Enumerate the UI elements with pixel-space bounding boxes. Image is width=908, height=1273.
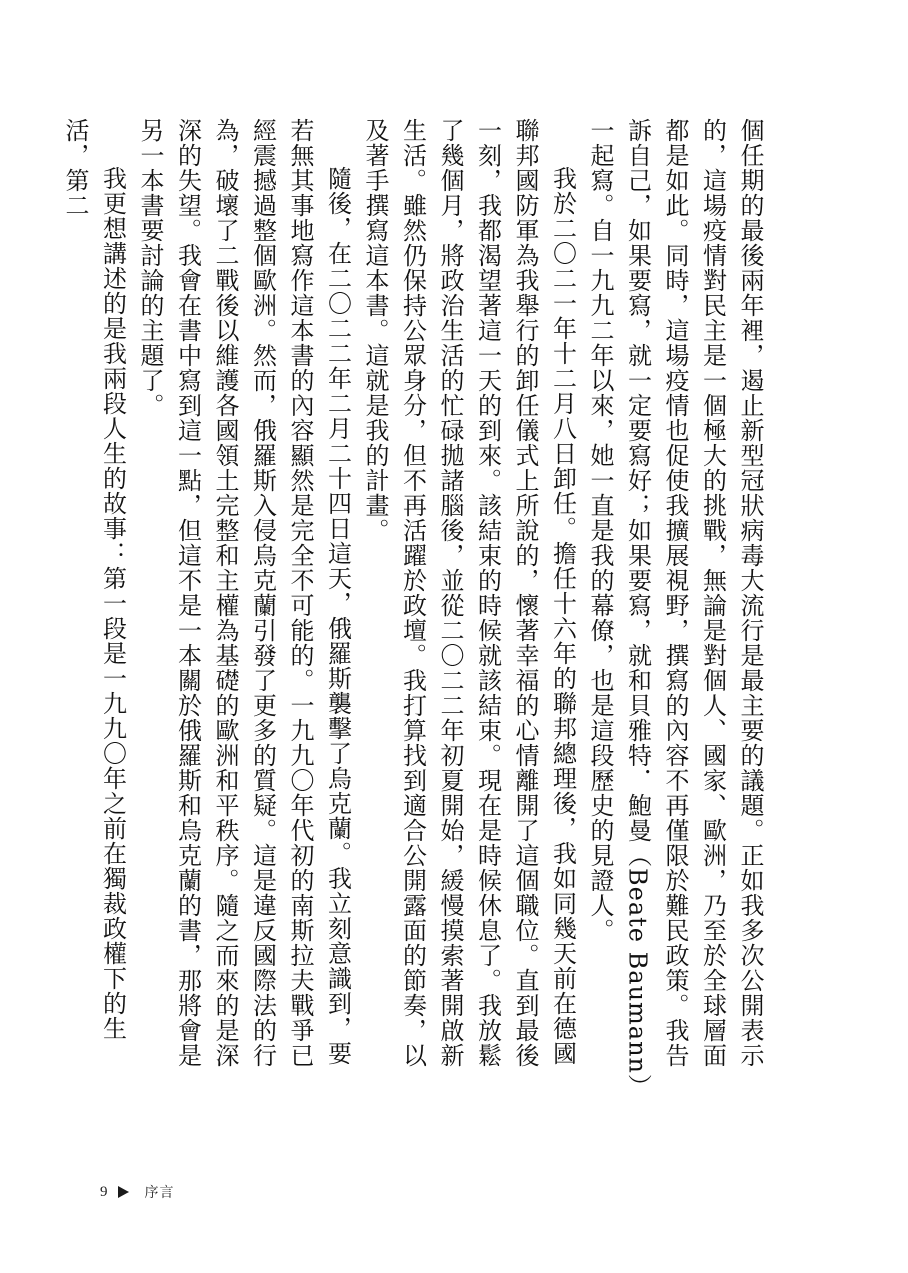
paragraph-ukraine: 隨後，在二〇二二年二月二十四日這天，俄羅斯襲擊了烏克蘭。我立刻意識到，要若無其事地寫作這本書的內容顯然是完全不可能的。一九九〇年代初的南斯拉夫戰爭已經震撼過整個歐洲。然而，俄羅斯入侵烏克蘭引發了更多的質疑。這是違反國際法的行為，破壞了二戰後以維護各國領土完整和主權為基礎的歐洲和平秩序。隨之而來的是深深的失望。我會在書中寫到這一點，但這不是一本關於俄羅斯和烏克蘭的書，那將會是另一本書要討論的主題了。 xyxy=(136,118,352,1068)
page-number: 9 xyxy=(100,1183,108,1200)
paragraph-continuation: 個任期的最後兩年裡，遏止新型冠狀病毒大流行是最主要的議題。正如我多次公開表示的，這場疫情對民主是一個極大的挑戰，無論是對個人、國家、歐洲，乃至於全球層面都是如此。同時，這場疫情也促使我擴展視野，撰寫的內容不再僅限於難民政策。我告訴自己，如果要寫，就一定要寫好；如果要寫，就和貝雅特．鮑曼（Beate Baumann）一起寫。自一九九二年以來，她一直是我的幕僚，也是這段歷史的見證人。 xyxy=(586,118,764,1088)
triangle-arrow-icon xyxy=(118,1186,129,1198)
paragraph-resignation: 我於二〇二一年十二月八日卸任。擔任十六年的聯邦總理後，我如同幾天前在德國聯邦國防軍為我舉行的卸任儀式上所說的，懷著幸福的心情離開了這個職位。直到最後一刻，我都渴望著這一天的到來。該結束的時候就該結束。現在是時候休息了。我放鬆了幾個月，將政治生活的忙碌拋諸腦後，並從二〇二二年初夏開始，緩慢摸索著開啟新生活。雖然仍保持公眾身分，但不再活躍於政壇。我打算找到適合公開露面的節奏，以及著手撰寫這本書。這就是我的計畫。 xyxy=(361,118,577,1068)
section-title: 序言 xyxy=(144,1185,175,1201)
vertical-text-body xyxy=(61,118,768,1088)
paragraph-two-lives: 我更想講述的是我兩段人生的故事：第一段是一九九〇年之前在獨裁政權下的生活，第二 xyxy=(61,118,127,1041)
page-footer xyxy=(100,1180,175,1204)
